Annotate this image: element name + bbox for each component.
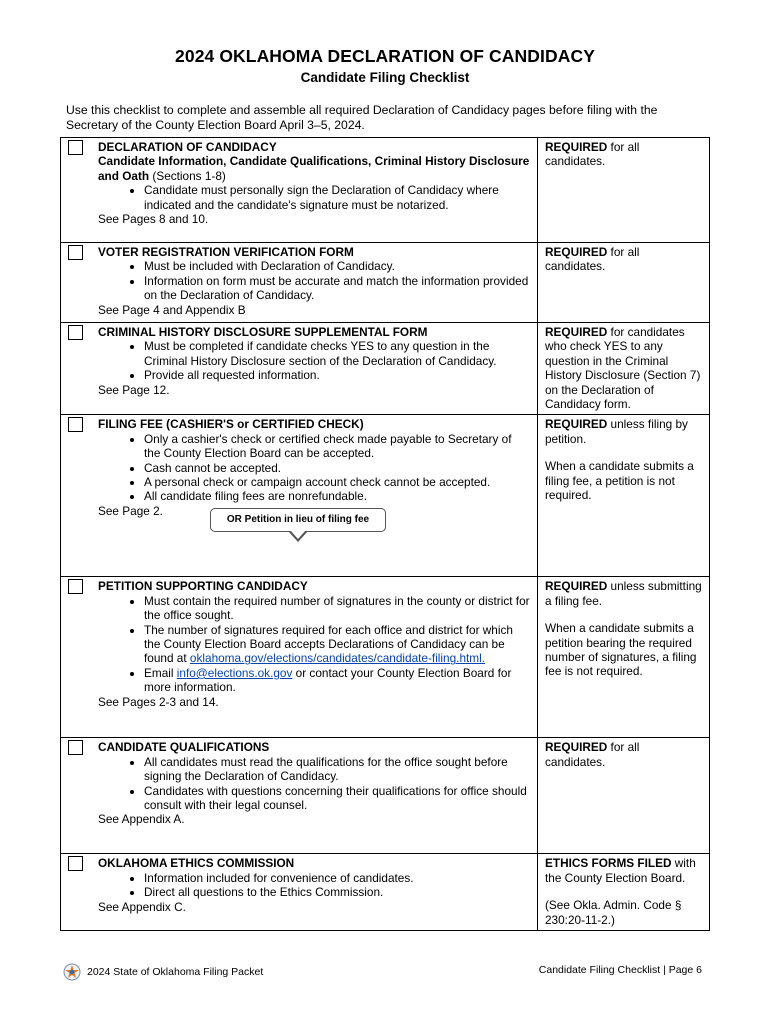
checkbox-ethics[interactable]	[68, 856, 83, 871]
list-item: • Provide all requested information.	[144, 368, 531, 382]
list-item: • Direct all questions to the Ethics Commission.	[144, 885, 531, 899]
checkbox-qualifications[interactable]	[68, 740, 83, 755]
item-title: OKLAHOMA ETHICS COMMISSION	[98, 856, 295, 871]
email-link[interactable]: info@elections.ok.gov	[176, 665, 293, 680]
list-item: • All candidates must read the qualifications for the office sought before signing the Declaration of Candidacy.	[144, 755, 531, 784]
list-item: • All candidate filing fees are nonrefundable.	[144, 489, 531, 503]
item-title: CRIMINAL HISTORY DISCLOSURE SUPPLEMENTAL FORM	[98, 325, 428, 339]
checkbox-petition[interactable]	[68, 579, 83, 594]
see-reference: See Page 4 and Appendix B	[98, 302, 246, 317]
see-reference: See Appendix A.	[98, 812, 185, 827]
list-item: • Must contain the required number of signatures in the county or district for the office sought.	[144, 594, 531, 623]
checklist-row	[61, 577, 710, 738]
requirement-label: REQUIRED	[545, 579, 608, 594]
item-title: VOTER REGISTRATION VERIFICATION FORM	[98, 245, 354, 259]
requirement-text: unless submitting a filing fee.	[545, 579, 702, 608]
item-title: FILING FEE (CASHIER'S or CERTIFIED CHECK)	[98, 417, 364, 432]
requirement-note: (See Okla. Admin. Code § 230:20-11-2.)	[545, 898, 682, 927]
list-item: • Information on form must be accurate and match the information provided on the Declaration of Candidacy.	[144, 274, 531, 303]
intro-text: Use this checklist to complete and assemble all required Declaration of Candidacy pages before filing with the Secretary of the County Election Board April 3–5, 2024.	[66, 103, 658, 132]
footer-left-text: 2024 State of Oklahoma Filing Packet	[87, 966, 264, 978]
list-item: • Only a cashier's check or certified check made payable to Secretary of the County Election Board can be accepted.	[144, 432, 531, 461]
requirement-text: for all candidates.	[545, 140, 640, 169]
list-item: • A personal check or campaign account check cannot be accepted.	[144, 475, 531, 489]
item-subtitle-suffix: (Sections 1-8)	[149, 168, 226, 183]
requirement-label: ETHICS FORMS FILED	[545, 856, 672, 871]
checkbox-criminal-history[interactable]	[68, 325, 83, 340]
requirement-text: for candidates who check YES to any question in the Criminal History Disclosure (Section 7) on the Declaration of Candidacy form.	[545, 325, 701, 412]
requirement-label: REQUIRED	[545, 140, 608, 154]
list-item: • Candidates with questions concerning their qualifications for office should consult with their legal counsel.	[144, 784, 531, 813]
petition-callout: OR Petition in lieu of filing fee	[210, 508, 386, 532]
requirement-text: for all candidates.	[545, 740, 640, 769]
checklist-row	[61, 854, 710, 931]
see-reference: See Pages 2-3 and 14.	[98, 694, 219, 709]
item-subtitle: Candidate Information, Candidate Qualifications, Criminal History Disclosure and Oath	[98, 154, 530, 183]
requirement-note: When a candidate submits a petition bearing the required number of signatures, a filing fee is not required.	[545, 621, 697, 679]
item-title: PETITION SUPPORTING CANDIDACY	[98, 579, 308, 594]
list-item: • Cash cannot be accepted.	[144, 461, 531, 475]
requirement-label: REQUIRED	[545, 325, 608, 339]
requirement-label: REQUIRED	[545, 740, 608, 755]
oklahoma-seal-icon	[62, 962, 82, 982]
checkbox-declaration[interactable]	[68, 140, 83, 155]
requirement-text: for all candidates.	[545, 245, 640, 274]
checklist-row	[61, 323, 710, 415]
checklist-row	[61, 138, 710, 243]
page-title: 2024 OKLAHOMA DECLARATION OF CANDIDACY	[175, 46, 595, 66]
requirement-note: When a candidate submits a filing fee, a petition is not required.	[545, 459, 694, 503]
see-reference: See Pages 8 and 10.	[98, 212, 209, 227]
checklist-table	[60, 137, 710, 931]
checklist-row	[61, 738, 710, 854]
checklist-row	[61, 243, 710, 323]
list-item: • Email info@elections.ok.gov or contact your County Election Board for more information.	[144, 666, 531, 695]
checklist-row	[61, 415, 710, 577]
see-reference: See Page 12.	[98, 382, 170, 397]
list-item: • Must be included with Declaration of Candidacy.	[144, 259, 531, 273]
item-title: DECLARATION OF CANDIDACY	[98, 140, 277, 154]
requirement-label: REQUIRED	[545, 417, 608, 432]
see-reference: See Page 2.	[98, 503, 163, 518]
list-item: • The number of signatures required for each office and district for which the County Election Board accepts Declarations of Candidacy can be found at oklahoma.gov/elections/candidates/candidate-filing.html.	[144, 623, 531, 666]
see-reference: See Appendix C.	[98, 899, 186, 914]
list-item: • Candidate must personally sign the Declaration of Candidacy where indicated and the candidate's signature must be notarized.	[144, 183, 531, 212]
checkbox-filing-fee[interactable]	[68, 417, 83, 432]
list-item: • Information included for convenience of candidates.	[144, 871, 531, 885]
candidate-filing-link[interactable]: oklahoma.gov/elections/candidates/candidate-filing.html.	[189, 651, 486, 666]
item-title: CANDIDATE QUALIFICATIONS	[98, 740, 270, 755]
footer-right-text: Candidate Filing Checklist | Page 6	[538, 964, 702, 976]
requirement-text: with the County Election Board.	[545, 856, 696, 885]
page-subtitle: Candidate Filing Checklist	[300, 70, 470, 85]
checkbox-voter-registration[interactable]	[68, 245, 83, 260]
requirement-text: unless filing by petition.	[545, 417, 688, 446]
list-item: • Must be completed if candidate checks YES to any question in the Criminal History Disclosure section of the Declaration of Candidacy.	[144, 339, 531, 368]
requirement-label: REQUIRED	[545, 245, 608, 259]
